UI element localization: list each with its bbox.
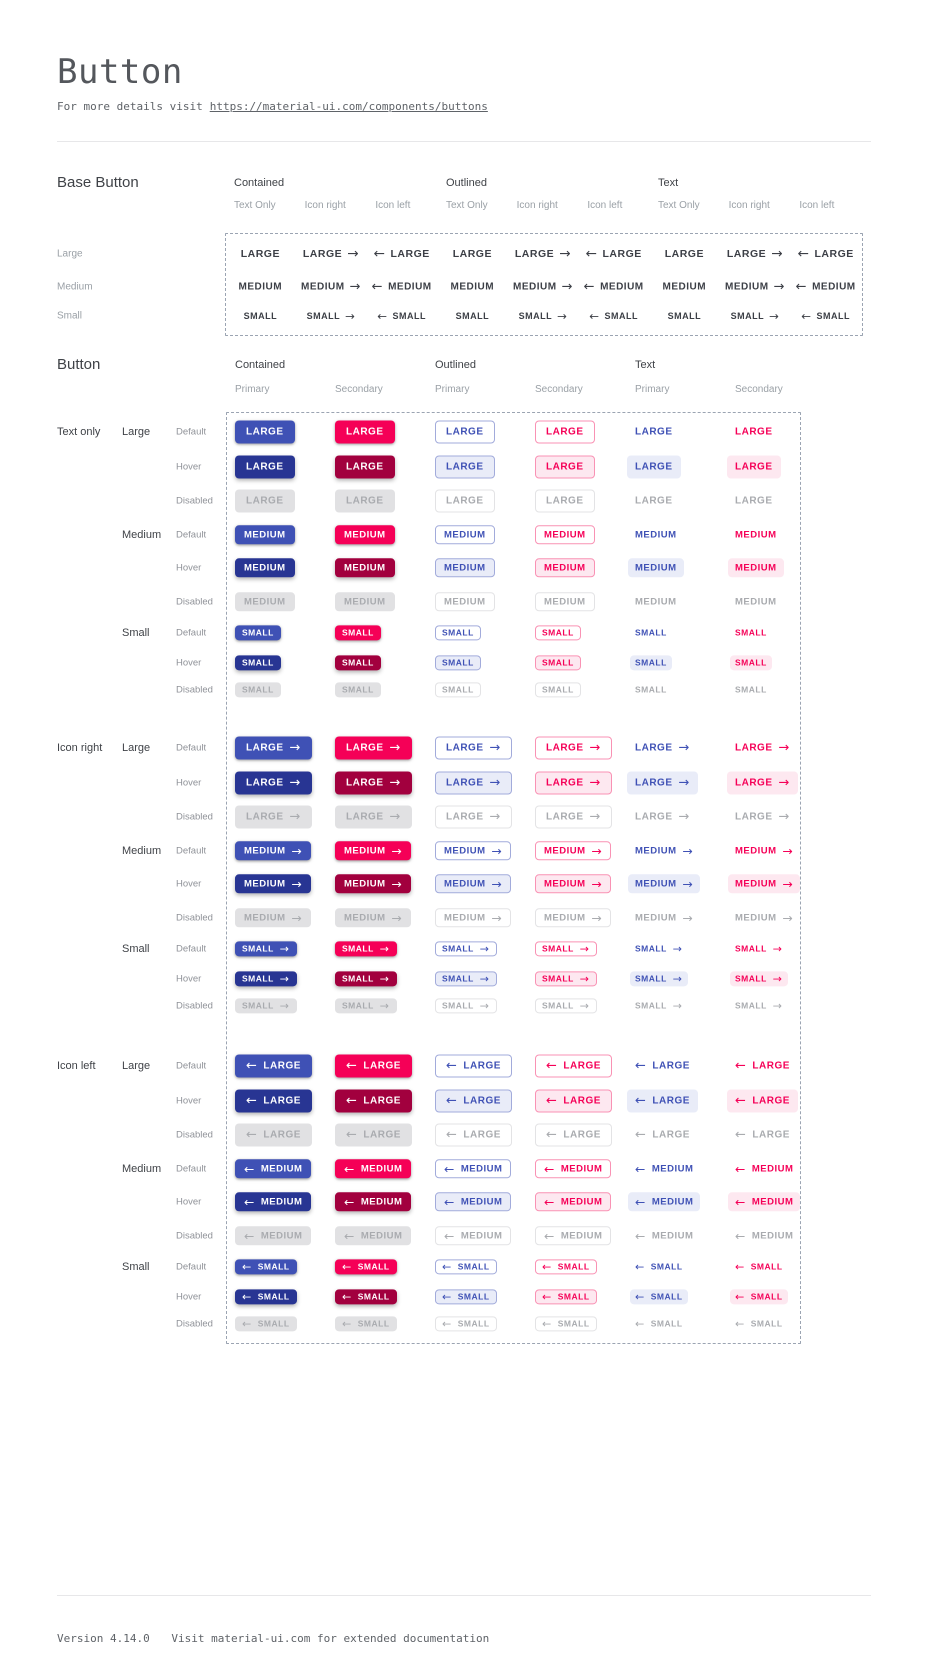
base-button-small-icon-left-g0[interactable]: ← SMALL — [377, 309, 427, 323]
footer-divider — [57, 1595, 871, 1596]
base-button-large-icon-right-g2[interactable]: LARGE → — [726, 246, 784, 262]
button-icon-right-text-secondary-medium-disabled[interactable]: MEDIUM → — [735, 911, 794, 925]
base-row-label-small: Small — [57, 310, 83, 322]
base-button-small-text-only-g1[interactable]: SMALL — [455, 311, 490, 321]
button-icon-left-outlined-secondary-small-default[interactable]: ← SMALL — [535, 1259, 597, 1274]
base-button-medium-text-only-g2[interactable]: MEDIUM — [662, 281, 707, 293]
base-button-small-icon-left-g2[interactable]: ← SMALL — [801, 309, 851, 323]
button-icon-left-text-primary-small-hover[interactable]: ← SMALL — [630, 1289, 688, 1304]
button-icon-left-contained-secondary-large-hover[interactable]: ← LARGE — [335, 1090, 412, 1113]
base-button-small-text-only-g0[interactable]: SMALL — [243, 311, 278, 321]
state-label-icon-right-large-default: Default — [176, 742, 207, 754]
button-text-only-outlined-secondary-large-hover[interactable]: LARGE — [535, 456, 595, 479]
button-icon-left-outlined-primary-medium-hover[interactable]: ← MEDIUM — [435, 1192, 511, 1211]
base-button-medium-text-only-g0[interactable]: MEDIUM — [238, 281, 283, 293]
base-button-large-icon-left-g1[interactable]: ← LARGE — [585, 246, 642, 262]
button-text-only-contained-secondary-small-hover[interactable]: SMALL — [335, 655, 381, 670]
base-variant-header-icon-left-1: Icon left — [587, 200, 623, 211]
button-icon-right-contained-secondary-large-default[interactable]: LARGE → — [335, 737, 412, 760]
button-heading: Button — [57, 356, 101, 373]
button-text-only-outlined-primary-medium-default[interactable]: MEDIUM — [435, 525, 495, 544]
button-icon-left-contained-primary-small-hover[interactable]: ← SMALL — [235, 1289, 297, 1304]
button-icon-left-outlined-primary-large-disabled[interactable]: ← LARGE — [435, 1124, 512, 1147]
state-label-icon-left-small-disabled: Disabled — [176, 1318, 213, 1330]
base-row-label-medium: Medium — [57, 281, 93, 293]
base-button-large-icon-right-g1[interactable]: LARGE → — [514, 246, 572, 262]
state-label-icon-left-large-disabled: Disabled — [176, 1129, 213, 1141]
button-text-only-contained-primary-medium-default[interactable]: MEDIUM — [235, 525, 295, 544]
button-text-only-outlined-secondary-large-default[interactable]: LARGE — [535, 421, 595, 444]
button-icon-left-outlined-secondary-medium-default[interactable]: ← MEDIUM — [535, 1159, 611, 1178]
state-label-text-only-medium-disabled: Disabled — [176, 596, 213, 608]
size-label-icon-right-medium: Medium — [122, 845, 162, 857]
button-icon-right-text-primary-medium-hover[interactable]: MEDIUM → — [628, 874, 700, 893]
base-variant-header-icon-right-2: Icon right — [728, 200, 770, 211]
button-text-only-text-primary-medium-hover[interactable]: MEDIUM — [628, 558, 684, 577]
button-icon-right-outlined-primary-large-disabled[interactable]: LARGE → — [435, 806, 512, 829]
button-subcol-header-outlined-primary: Primary — [435, 384, 470, 395]
button-text-only-contained-secondary-small-default[interactable]: SMALL — [335, 625, 381, 640]
page-title: Button — [57, 52, 183, 92]
button-icon-right-contained-secondary-small-default[interactable]: SMALL → — [335, 941, 397, 956]
base-variant-header-icon-left-0: Icon left — [375, 200, 411, 211]
state-label-icon-right-medium-default: Default — [176, 845, 207, 857]
button-subcol-header-outlined-secondary: Secondary — [535, 384, 583, 395]
button-icon-left-text-secondary-large-disabled[interactable]: ← LARGE — [735, 1127, 790, 1142]
base-variant-header-text-only-1: Text Only — [446, 200, 488, 211]
base-group-header-text: Text — [658, 177, 679, 189]
button-icon-left-text-primary-small-default[interactable]: ← SMALL — [635, 1260, 683, 1273]
button-icon-left-outlined-primary-medium-disabled[interactable]: ← MEDIUM — [435, 1226, 511, 1245]
button-icon-right-contained-secondary-medium-default[interactable]: MEDIUM → — [335, 841, 411, 860]
button-text-only-contained-secondary-medium-disabled[interactable]: MEDIUM — [335, 592, 395, 611]
base-group-header-outlined: Outlined — [446, 177, 487, 189]
button-icon-right-outlined-primary-small-default[interactable]: SMALL → — [435, 941, 497, 956]
button-text-only-outlined-secondary-medium-default[interactable]: MEDIUM — [535, 525, 595, 544]
button-text-only-text-secondary-large-hover[interactable]: LARGE — [727, 456, 781, 479]
button-text-only-text-secondary-small-default[interactable]: SMALL — [735, 627, 767, 638]
button-icon-left-contained-secondary-small-default[interactable]: ← SMALL — [335, 1259, 397, 1274]
base-button-small-text-only-g2[interactable]: SMALL — [667, 311, 702, 321]
button-text-only-contained-secondary-large-hover[interactable]: LARGE — [335, 456, 395, 479]
button-icon-left-text-primary-large-default[interactable]: ← LARGE — [635, 1058, 690, 1073]
state-label-icon-left-medium-hover: Hover — [176, 1196, 202, 1208]
base-button-medium-icon-left-g2[interactable]: ← MEDIUM — [795, 279, 856, 294]
button-icon-right-outlined-secondary-large-disabled[interactable]: LARGE → — [535, 806, 612, 829]
button-icon-right-text-secondary-large-disabled[interactable]: LARGE → — [735, 809, 790, 824]
state-label-text-only-large-disabled: Disabled — [176, 495, 213, 507]
base-button-medium-text-only-g1[interactable]: MEDIUM — [450, 281, 495, 293]
base-button-large-text-only-g2[interactable]: LARGE — [664, 248, 704, 260]
button-text-only-outlined-secondary-small-disabled[interactable]: SMALL — [535, 682, 581, 697]
button-icon-right-text-secondary-large-hover[interactable]: LARGE → — [727, 772, 798, 795]
state-label-icon-right-medium-disabled: Disabled — [176, 912, 213, 924]
button-text-only-outlined-primary-large-hover[interactable]: LARGE — [435, 456, 495, 479]
button-icon-left-text-secondary-large-default[interactable]: ← LARGE — [735, 1058, 790, 1073]
button-text-only-contained-secondary-large-default[interactable]: LARGE — [335, 421, 395, 444]
button-icon-left-outlined-primary-small-hover[interactable]: ← SMALL — [435, 1289, 497, 1304]
button-icon-right-text-secondary-large-default[interactable]: LARGE → — [735, 740, 790, 755]
button-icon-left-text-primary-medium-default[interactable]: ← MEDIUM — [635, 1162, 694, 1176]
button-text-only-outlined-primary-small-disabled[interactable]: SMALL — [435, 682, 481, 697]
button-icon-right-text-primary-large-default[interactable]: LARGE → — [635, 740, 690, 755]
button-icon-left-text-primary-small-disabled[interactable]: ← SMALL — [635, 1317, 683, 1330]
button-text-only-text-secondary-large-default[interactable]: LARGE — [735, 426, 773, 438]
button-text-only-contained-secondary-medium-hover[interactable]: MEDIUM — [335, 558, 395, 577]
button-text-only-contained-primary-medium-hover[interactable]: MEDIUM — [235, 558, 295, 577]
row-group-label-icon-right: Icon right — [57, 742, 103, 754]
base-button-heading: Base Button — [57, 174, 139, 191]
button-icon-left-outlined-secondary-large-hover[interactable]: ← LARGE — [535, 1090, 612, 1113]
button-icon-right-contained-secondary-medium-disabled[interactable]: MEDIUM → — [335, 908, 411, 927]
button-text-only-text-primary-small-hover[interactable]: SMALL — [630, 655, 672, 670]
base-row-label-large: Large — [57, 248, 83, 260]
base-button-small-icon-right-g2[interactable]: SMALL → — [730, 309, 780, 323]
button-text-only-text-secondary-medium-hover[interactable]: MEDIUM — [728, 558, 784, 577]
state-label-icon-left-medium-disabled: Disabled — [176, 1230, 213, 1242]
state-label-icon-right-small-hover: Hover — [176, 973, 202, 985]
button-icon-left-text-secondary-small-default[interactable]: ← SMALL — [735, 1260, 783, 1273]
button-text-only-contained-primary-medium-disabled[interactable]: MEDIUM — [235, 592, 295, 611]
button-text-only-outlined-secondary-medium-hover[interactable]: MEDIUM — [535, 558, 595, 577]
button-group-header-text: Text — [635, 359, 656, 371]
button-icon-left-outlined-secondary-large-disabled[interactable]: ← LARGE — [535, 1124, 612, 1147]
button-icon-left-contained-primary-small-default[interactable]: ← SMALL — [235, 1259, 297, 1274]
button-text-only-text-primary-large-default[interactable]: LARGE — [635, 426, 673, 438]
button-text-only-outlined-secondary-small-hover[interactable]: SMALL — [535, 655, 581, 670]
button-icon-left-contained-primary-large-disabled[interactable]: ← LARGE — [235, 1124, 312, 1147]
button-icon-right-outlined-secondary-small-default[interactable]: SMALL → — [535, 941, 597, 956]
button-icon-left-contained-primary-medium-disabled[interactable]: ← MEDIUM — [235, 1226, 311, 1245]
button-icon-right-text-secondary-medium-default[interactable]: MEDIUM → — [735, 844, 794, 858]
button-icon-right-contained-secondary-large-hover[interactable]: LARGE → — [335, 772, 412, 795]
button-icon-right-contained-primary-small-default[interactable]: SMALL → — [235, 941, 297, 956]
button-icon-right-text-primary-small-hover[interactable]: SMALL → — [630, 971, 688, 986]
button-icon-right-outlined-secondary-small-hover[interactable]: SMALL → — [535, 971, 597, 986]
button-icon-left-contained-primary-small-disabled[interactable]: ← SMALL — [235, 1316, 297, 1331]
state-label-icon-left-small-default: Default — [176, 1261, 207, 1273]
button-icon-right-outlined-primary-small-disabled[interactable]: SMALL → — [435, 998, 497, 1013]
button-icon-right-text-secondary-small-hover[interactable]: SMALL → — [730, 971, 788, 986]
button-text-only-outlined-primary-large-disabled[interactable]: LARGE — [435, 490, 495, 513]
footer-note: Visit material-ui.com for extended documentation — [171, 1632, 490, 1645]
button-subcol-header-text-primary: Primary — [635, 384, 670, 395]
button-icon-right-outlined-primary-medium-disabled[interactable]: MEDIUM → — [435, 908, 511, 927]
button-icon-left-outlined-primary-small-disabled[interactable]: ← SMALL — [435, 1316, 497, 1331]
button-icon-left-contained-secondary-medium-default[interactable]: ← MEDIUM — [335, 1159, 411, 1178]
base-button-small-icon-right-g0[interactable]: SMALL → — [306, 309, 356, 323]
button-icon-left-text-secondary-large-hover[interactable]: ← LARGE — [727, 1090, 798, 1113]
button-icon-right-text-primary-medium-disabled[interactable]: MEDIUM → — [635, 911, 694, 925]
state-label-text-only-small-hover: Hover — [176, 657, 202, 669]
button-group-header-outlined: Outlined — [435, 359, 476, 371]
button-icon-left-outlined-primary-large-default[interactable]: ← LARGE — [435, 1055, 512, 1078]
button-icon-left-text-secondary-medium-default[interactable]: ← MEDIUM — [735, 1162, 794, 1176]
state-label-icon-left-large-default: Default — [176, 1060, 207, 1072]
button-icon-right-text-primary-large-disabled[interactable]: LARGE → — [635, 809, 690, 824]
button-icon-right-outlined-secondary-small-disabled[interactable]: SMALL → — [535, 998, 597, 1013]
button-text-only-contained-primary-small-hover[interactable]: SMALL — [235, 655, 281, 670]
size-label-icon-left-small: Small — [122, 1261, 150, 1273]
button-icon-left-outlined-secondary-medium-disabled[interactable]: ← MEDIUM — [535, 1226, 611, 1245]
button-text-only-text-primary-medium-default[interactable]: MEDIUM — [635, 528, 677, 540]
row-group-label-icon-left: Icon left — [57, 1060, 96, 1072]
button-icon-right-outlined-primary-large-default[interactable]: LARGE → — [435, 737, 512, 760]
button-icon-right-text-primary-small-default[interactable]: SMALL → — [635, 942, 683, 955]
button-subcol-header-contained-primary: Primary — [235, 384, 270, 395]
button-icon-left-contained-secondary-large-disabled[interactable]: ← LARGE — [335, 1124, 412, 1147]
button-icon-left-contained-secondary-small-hover[interactable]: ← SMALL — [335, 1289, 397, 1304]
base-button-small-icon-right-g1[interactable]: SMALL → — [518, 309, 568, 323]
button-icon-right-text-secondary-small-disabled[interactable]: SMALL → — [735, 999, 783, 1012]
base-button-medium-icon-right-g0[interactable]: MEDIUM → — [301, 279, 361, 294]
button-text-only-text-primary-large-disabled[interactable]: LARGE — [635, 495, 673, 507]
button-icon-right-outlined-primary-medium-hover[interactable]: MEDIUM → — [435, 874, 511, 893]
base-variant-header-icon-left-2: Icon left — [799, 200, 835, 211]
base-button-large-icon-left-g0[interactable]: ← LARGE — [373, 246, 430, 262]
button-subcol-header-text-secondary: Secondary — [735, 384, 783, 395]
state-label-icon-left-medium-default: Default — [176, 1163, 207, 1175]
button-icon-left-text-primary-medium-hover[interactable]: ← MEDIUM — [628, 1192, 700, 1211]
button-icon-right-outlined-primary-medium-default[interactable]: MEDIUM → — [435, 841, 511, 860]
button-text-only-text-secondary-large-disabled[interactable]: LARGE — [735, 495, 773, 507]
button-icon-right-contained-primary-large-hover[interactable]: LARGE → — [235, 772, 312, 795]
base-group-header-contained: Contained — [234, 177, 285, 189]
button-icon-right-contained-secondary-large-disabled[interactable]: LARGE → — [335, 806, 412, 829]
base-variant-header-text-only-0: Text Only — [234, 200, 276, 211]
state-label-text-only-medium-default: Default — [176, 529, 207, 541]
button-text-only-text-primary-large-hover[interactable]: LARGE — [627, 456, 681, 479]
button-subcol-header-contained-secondary: Secondary — [335, 384, 383, 395]
size-label-text-only-medium: Medium — [122, 529, 162, 541]
base-button-medium-icon-right-g1[interactable]: MEDIUM → — [513, 279, 573, 294]
button-text-only-contained-primary-large-hover[interactable]: LARGE — [235, 456, 295, 479]
button-icon-right-text-primary-large-hover[interactable]: LARGE → — [627, 772, 698, 795]
button-icon-right-text-secondary-small-default[interactable]: SMALL → — [735, 942, 783, 955]
button-icon-right-text-primary-small-disabled[interactable]: SMALL → — [635, 999, 683, 1012]
button-text-only-text-secondary-small-disabled[interactable]: SMALL — [735, 684, 767, 695]
state-label-text-only-large-hover: Hover — [176, 461, 202, 473]
footer-version: Version 4.14.0 — [57, 1632, 150, 1645]
button-text-only-outlined-primary-medium-disabled[interactable]: MEDIUM — [435, 592, 495, 611]
button-text-only-text-secondary-medium-disabled[interactable]: MEDIUM — [735, 595, 777, 607]
button-text-only-contained-primary-large-disabled[interactable]: LARGE — [235, 490, 295, 513]
button-panel — [226, 412, 801, 1344]
footer — [57, 1632, 489, 1645]
size-label-icon-left-large: Large — [122, 1060, 151, 1072]
button-icon-left-contained-primary-medium-hover[interactable]: ← MEDIUM — [235, 1192, 311, 1211]
top-divider — [57, 141, 871, 142]
base-button-medium-icon-left-g0[interactable]: ← MEDIUM — [371, 279, 432, 294]
button-icon-left-outlined-primary-large-hover[interactable]: ← LARGE — [435, 1090, 512, 1113]
button-icon-right-text-primary-medium-default[interactable]: MEDIUM → — [635, 844, 694, 858]
button-text-only-contained-primary-small-disabled[interactable]: SMALL — [235, 682, 281, 697]
button-icon-left-contained-secondary-large-default[interactable]: ← LARGE — [335, 1055, 412, 1078]
button-icon-left-outlined-primary-medium-default[interactable]: ← MEDIUM — [435, 1159, 511, 1178]
button-icon-left-contained-primary-medium-default[interactable]: ← MEDIUM — [235, 1159, 311, 1178]
base-button-medium-icon-left-g1[interactable]: ← MEDIUM — [583, 279, 644, 294]
button-icon-left-outlined-secondary-medium-hover[interactable]: ← MEDIUM — [535, 1192, 611, 1211]
subtitle — [57, 100, 488, 113]
state-label-icon-left-small-hover: Hover — [176, 1291, 202, 1303]
size-label-text-only-small: Small — [122, 627, 150, 639]
state-label-icon-right-medium-hover: Hover — [176, 878, 202, 890]
button-icon-right-text-secondary-medium-hover[interactable]: MEDIUM → — [728, 874, 800, 893]
button-icon-left-text-secondary-medium-hover[interactable]: ← MEDIUM — [728, 1192, 800, 1211]
button-icon-left-text-secondary-medium-disabled[interactable]: ← MEDIUM — [735, 1229, 794, 1243]
button-icon-right-contained-primary-medium-hover[interactable]: MEDIUM → — [235, 874, 311, 893]
button-icon-left-text-primary-large-hover[interactable]: ← LARGE — [627, 1090, 698, 1113]
button-icon-left-text-secondary-small-disabled[interactable]: ← SMALL — [735, 1317, 783, 1330]
base-button-large-text-only-g1[interactable]: LARGE — [452, 248, 492, 260]
state-label-text-only-large-default: Default — [176, 426, 207, 438]
button-icon-right-outlined-secondary-medium-hover[interactable]: MEDIUM → — [535, 874, 611, 893]
state-label-text-only-small-disabled: Disabled — [176, 684, 213, 696]
state-label-icon-right-large-hover: Hover — [176, 777, 202, 789]
button-icon-left-outlined-secondary-small-disabled[interactable]: ← SMALL — [535, 1316, 597, 1331]
base-button-large-text-only-g0[interactable]: LARGE — [240, 248, 280, 260]
button-text-only-outlined-primary-small-hover[interactable]: SMALL — [435, 655, 481, 670]
base-variant-header-text-only-2: Text Only — [658, 200, 700, 211]
base-variant-header-icon-right-1: Icon right — [516, 200, 558, 211]
button-icon-left-contained-primary-large-default[interactable]: ← LARGE — [235, 1055, 312, 1078]
button-icon-right-contained-secondary-small-hover[interactable]: SMALL → — [335, 971, 397, 986]
button-icon-left-text-primary-medium-disabled[interactable]: ← MEDIUM — [635, 1229, 694, 1243]
button-text-only-outlined-secondary-large-disabled[interactable]: LARGE — [535, 490, 595, 513]
state-label-icon-right-small-default: Default — [176, 943, 207, 955]
button-text-only-outlined-primary-small-default[interactable]: SMALL — [435, 625, 481, 640]
button-text-only-outlined-primary-large-default[interactable]: LARGE — [435, 421, 495, 444]
button-text-only-text-primary-medium-disabled[interactable]: MEDIUM — [635, 595, 677, 607]
state-label-icon-right-small-disabled: Disabled — [176, 1000, 213, 1012]
button-icon-left-outlined-secondary-small-hover[interactable]: ← SMALL — [535, 1289, 597, 1304]
button-text-only-outlined-secondary-medium-disabled[interactable]: MEDIUM — [535, 592, 595, 611]
button-group-header-contained: Contained — [235, 359, 286, 371]
button-icon-right-outlined-secondary-large-default[interactable]: LARGE → — [535, 737, 612, 760]
state-label-text-only-small-default: Default — [176, 627, 207, 639]
base-button-large-icon-right-g0[interactable]: LARGE → — [302, 246, 360, 262]
button-icon-left-contained-secondary-small-disabled[interactable]: ← SMALL — [335, 1316, 397, 1331]
state-label-icon-left-large-hover: Hover — [176, 1095, 202, 1107]
size-label-text-only-large: Large — [122, 426, 151, 438]
button-text-only-contained-primary-large-default[interactable]: LARGE — [235, 421, 295, 444]
button-text-only-text-primary-small-default[interactable]: SMALL — [635, 627, 667, 638]
button-icon-right-outlined-secondary-medium-default[interactable]: MEDIUM → — [535, 841, 611, 860]
button-text-only-text-secondary-medium-default[interactable]: MEDIUM — [735, 528, 777, 540]
base-button-medium-icon-right-g2[interactable]: MEDIUM → — [725, 279, 785, 294]
button-icon-right-contained-primary-small-disabled[interactable]: SMALL → — [235, 998, 297, 1013]
button-icon-right-contained-primary-large-disabled[interactable]: LARGE → — [235, 806, 312, 829]
button-text-only-outlined-secondary-small-default[interactable]: SMALL — [535, 625, 581, 640]
button-text-only-text-secondary-small-hover[interactable]: SMALL — [730, 655, 772, 670]
button-text-only-text-primary-small-disabled[interactable]: SMALL — [635, 684, 667, 695]
base-variant-header-icon-right-0: Icon right — [304, 200, 346, 211]
button-icon-right-outlined-secondary-medium-disabled[interactable]: MEDIUM → — [535, 908, 611, 927]
size-label-icon-left-medium: Medium — [122, 1163, 162, 1175]
button-icon-left-outlined-primary-small-default[interactable]: ← SMALL — [435, 1259, 497, 1274]
button-text-only-outlined-primary-medium-hover[interactable]: MEDIUM — [435, 558, 495, 577]
state-label-icon-right-large-disabled: Disabled — [176, 811, 213, 823]
button-icon-right-outlined-secondary-large-hover[interactable]: LARGE → — [535, 772, 612, 795]
button-icon-right-outlined-primary-large-hover[interactable]: LARGE → — [435, 772, 512, 795]
size-label-icon-right-small: Small — [122, 943, 150, 955]
state-label-text-only-medium-hover: Hover — [176, 562, 202, 574]
button-icon-left-contained-secondary-medium-hover[interactable]: ← MEDIUM — [335, 1192, 411, 1211]
button-icon-right-contained-primary-small-hover[interactable]: SMALL → — [235, 971, 297, 986]
size-label-icon-right-large: Large — [122, 742, 151, 754]
docs-link[interactable]: https://material-ui.com/components/buttons — [209, 100, 488, 113]
base-button-small-icon-left-g1[interactable]: ← SMALL — [589, 309, 639, 323]
button-text-only-contained-secondary-medium-default[interactable]: MEDIUM — [335, 525, 395, 544]
button-icon-right-contained-primary-large-default[interactable]: LARGE → — [235, 737, 312, 760]
button-icon-right-contained-secondary-small-disabled[interactable]: SMALL → — [335, 998, 397, 1013]
button-icon-right-contained-secondary-medium-hover[interactable]: MEDIUM → — [335, 874, 411, 893]
button-text-only-contained-secondary-small-disabled[interactable]: SMALL — [335, 682, 381, 697]
button-icon-left-text-secondary-small-hover[interactable]: ← SMALL — [730, 1289, 788, 1304]
button-icon-right-contained-primary-medium-disabled[interactable]: MEDIUM → — [235, 908, 311, 927]
button-icon-right-contained-primary-medium-default[interactable]: MEDIUM → — [235, 841, 311, 860]
button-icon-left-text-primary-large-disabled[interactable]: ← LARGE — [635, 1127, 690, 1142]
subtitle-text: For more details visit — [57, 100, 203, 113]
button-text-only-contained-primary-small-default[interactable]: SMALL — [235, 625, 281, 640]
button-icon-left-contained-secondary-medium-disabled[interactable]: ← MEDIUM — [335, 1226, 411, 1245]
button-text-only-contained-secondary-large-disabled[interactable]: LARGE — [335, 490, 395, 513]
button-icon-right-outlined-primary-small-hover[interactable]: SMALL → — [435, 971, 497, 986]
row-group-label-text-only: Text only — [57, 426, 101, 438]
base-button-large-icon-left-g2[interactable]: ← LARGE — [797, 246, 854, 262]
button-icon-left-outlined-secondary-large-default[interactable]: ← LARGE — [535, 1055, 612, 1078]
button-icon-left-contained-primary-large-hover[interactable]: ← LARGE — [235, 1090, 312, 1113]
